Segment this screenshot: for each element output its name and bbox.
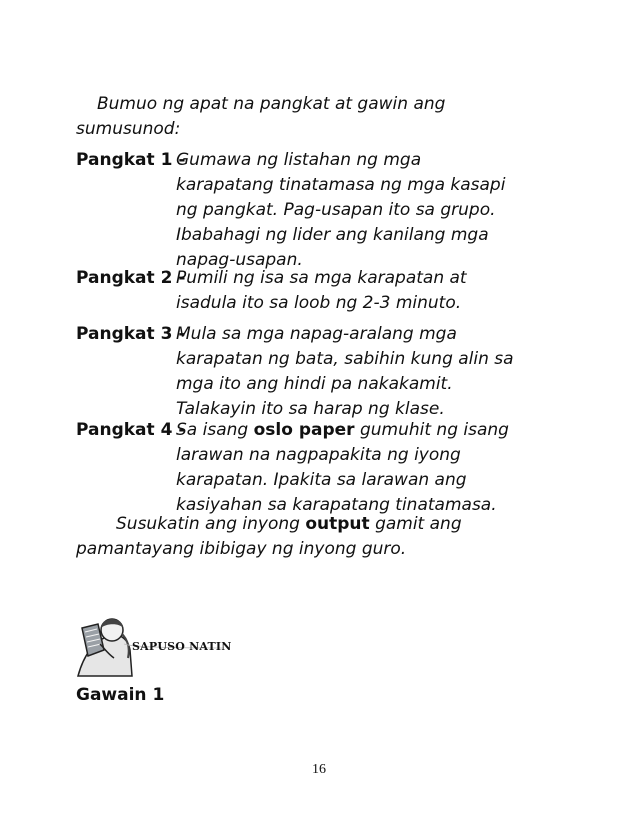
group-4-line-4: kasiyahan sa karapatang tinatamasa.	[176, 495, 497, 515]
section-logo	[74, 614, 234, 678]
group-2-line-2: isadula ito sa loob ng 2-3 minuto.	[176, 293, 462, 313]
group-1-line-2: karapatang tinatamasa ng mga kasapi	[176, 175, 506, 195]
group-2-line-1: Pumili ng isa sa mga karapatan at	[176, 268, 467, 288]
closing-line-1-post: gamit ang	[375, 514, 462, 534]
group-3-line-2: karapatan ng bata, sabihin kung alin sa	[176, 349, 514, 369]
closing-paragraph	[76, 512, 576, 562]
group-4-line-3: karapatan. Ipakita sa larawan ang	[176, 470, 467, 490]
group-2-instruction	[76, 266, 596, 316]
group-1-line-4: Ibabahagi ng lider ang kanilang mga	[176, 225, 489, 245]
closing-line-1	[76, 512, 576, 537]
group-1-instruction	[76, 148, 596, 273]
group-4-line-1-post: gumuhit ng isang	[359, 420, 509, 440]
intro-line-2: sumusunod:	[76, 119, 181, 139]
activity-title: Gawain 1	[76, 685, 165, 705]
group-4-line-2: larawan na nagpapakita ng iyong	[176, 445, 461, 465]
closing-line-1-pre: Susukatin ang inyong	[116, 514, 300, 534]
group-1-line-5: napag-usapan.	[176, 250, 303, 270]
closing-line-2: pamantayang ibibigay ng inyong guro.	[76, 539, 407, 559]
group-1-label: Pangkat 1 -	[76, 150, 186, 170]
oslo-paper-emphasis: oslo paper	[253, 420, 355, 440]
group-3-instruction	[76, 322, 596, 422]
group-3-label: Pangkat 3 -	[76, 324, 186, 344]
group-4-label: Pangkat 4 -	[76, 420, 186, 440]
page-number: 16	[312, 762, 326, 777]
group-2-label: Pangkat 2 -	[76, 268, 186, 288]
group-4-instruction	[76, 418, 596, 518]
group-1-line-3: ng pangkat. Pag-usapan ito sa grupo.	[176, 200, 496, 220]
group-3-line-3: mga ito ang hindi pa nakakamit.	[176, 374, 453, 394]
output-emphasis: output	[305, 514, 370, 534]
intro-paragraph	[76, 92, 576, 142]
group-3-line-1: Mula sa mga napag-aralang mga	[176, 324, 457, 344]
intro-line-1: Bumuo ng apat na pangkat at gawin ang	[97, 94, 446, 114]
logo-text: SAPUSO NATIN	[132, 640, 232, 653]
group-4-line-1-pre: Sa isang	[176, 420, 249, 440]
group-3-line-4: Talakayin ito sa harap ng klase.	[176, 399, 445, 419]
group-4-line-1	[176, 418, 596, 443]
group-1-line-1: Gumawa ng listahan ng mga	[176, 150, 422, 170]
